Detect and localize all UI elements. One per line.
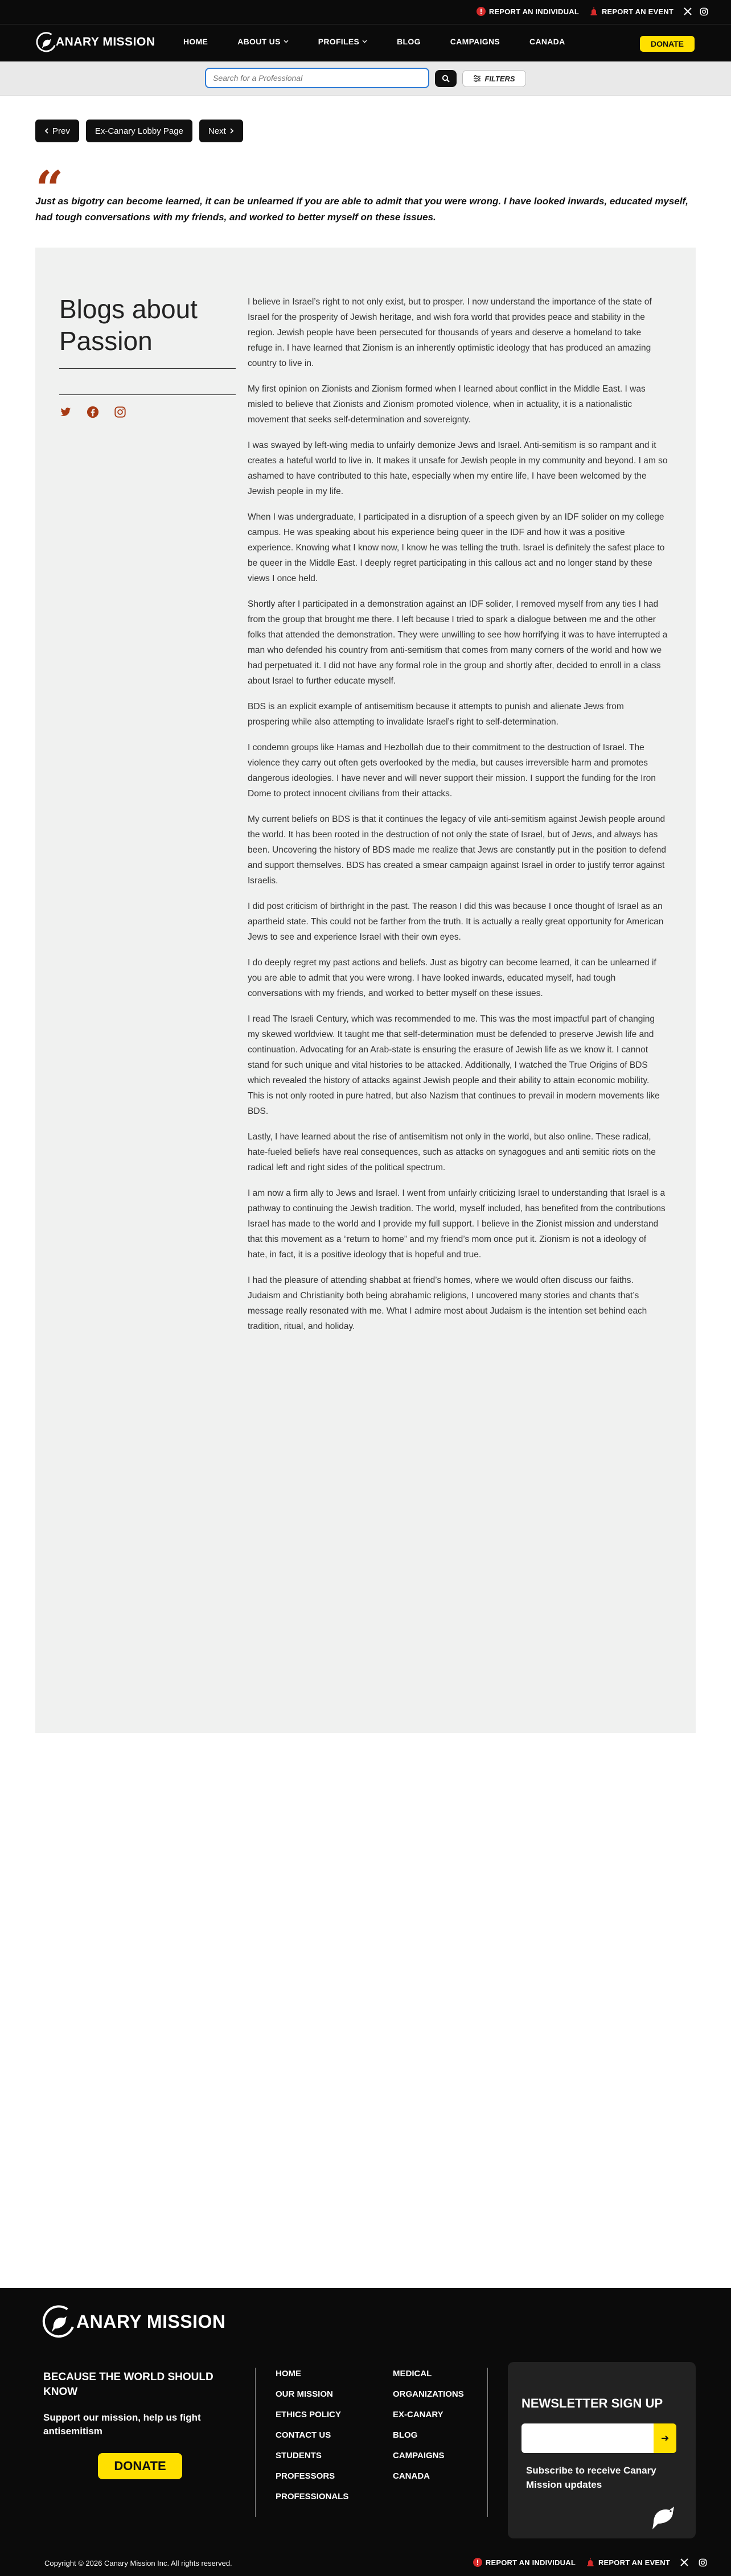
nav-menu	[183, 37, 565, 46]
nav-item-label: CANADA	[529, 37, 565, 46]
report-individual-link[interactable]	[477, 7, 579, 16]
footer-link-canada[interactable]: CANADA	[393, 2471, 430, 2481]
chevron-left-icon	[44, 128, 49, 134]
footer-link-contact-us[interactable]: CONTACT US	[276, 2430, 331, 2440]
blog-card	[35, 248, 696, 1733]
blog-paragraph: I do deeply regret my past actions and beliefs. Just as bigotry can become learned, it can be unlearned if you are able to admit that you were wrong. I have looked inwards, educated myself, had tough conversations with my friends, and worked to better myself on these issues.	[248, 958, 656, 998]
blog-paragraph: Lastly, I have learned about the rise of antisemitism not only in the world, but also online. These radical, hate-fueled beliefs have real consequences, such as attacks on synagogues and anti semitic riots on the radical left and right sides of the political spectrum.	[248, 1132, 656, 1172]
search-input[interactable]	[205, 68, 429, 88]
canary-bird-icon	[648, 2496, 682, 2530]
footer-link-ethics-policy[interactable]: ETHICS POLICY	[276, 2410, 342, 2419]
footer-report-individual-link[interactable]	[473, 2558, 576, 2567]
prev-label: Prev	[52, 126, 70, 136]
newsletter-text: Subscribe to receive Canary Mission updates	[526, 2465, 656, 2490]
nav-item-blog[interactable]	[397, 37, 421, 46]
topbar-social	[684, 7, 708, 16]
footer-tagline: BECAUSE THE WORLD SHOULD KNOW	[43, 2371, 213, 2398]
blog-paragraph: I had the pleasure of attending shabbat at friend’s homes, where we would often discuss our faiths. Judaism and Christianity both being abrahamic religions, I uncovered many stories and chants that’s message really resonated with me. What I admire most about Judaism is the intention set behind each tradition, ritual, and holiday.	[248, 1275, 647, 1331]
nav-item-label: BLOG	[397, 37, 421, 46]
footer-links-primary	[276, 2369, 348, 2501]
search-icon	[442, 75, 450, 83]
newsletter-email-field[interactable]	[521, 2423, 654, 2453]
footer-link-professors[interactable]: PROFESSORS	[276, 2471, 335, 2481]
blog-paragraph: I am now a firm ally to Jews and Israel. I went from unfairly criticizing Israel to understanding that Israel is a pathway to continuing the Jewish tradition. The world, myself included, has benefited from the contributions Israel has made to the world and I provide my full support. I believe in the Zionist mission and understand that this movement as a “return to home” and my friend’s mom once put it. Zionism is not a ideology of hate, in fact, it is a positive ideology that is hopeful and true.	[248, 1188, 666, 1260]
blog-paragraph: I was swayed by left-wing media to unfairly demonize Jews and Israel. Anti-semitism is so rampant and it creates a hateful world to live in. It makes it unsafe for Jewish people in my community and beyond. I am so ashamed to have contributed to this hate, especially when my entire life, I have been welcomed by the Jewish people in my life.	[248, 441, 668, 496]
blog-body	[248, 294, 668, 1344]
footer-link-our-mission[interactable]: OUR MISSION	[276, 2389, 333, 2399]
canary-logo-icon	[41, 2304, 76, 2339]
lobby-label: Ex-Canary Lobby Page	[95, 126, 183, 136]
footer-link-ex-canary[interactable]: EX-CANARY	[393, 2410, 443, 2419]
blog-paragraph: I did post criticism of birthright in the past. The reason I did this was because I once thought of Israel as an apartheid state. This could not be farther from the truth. It is actually a really great opportunity for American Jews to see and experience Israel with their own eyes.	[248, 902, 664, 942]
prev-button[interactable]	[35, 120, 79, 142]
blog-title: Blogs about Passion	[59, 294, 198, 356]
nav-item-profiles[interactable]	[318, 37, 367, 46]
footer-link-home[interactable]: HOME	[276, 2369, 301, 2379]
blog-paragraph: When I was undergraduate, I participated in a disruption of a speech given by an IDF solider on my college campus. He was speaking about his experience being queer in the IDF and how it was a positive experience. Knowing what I know now, I know he was telling the truth. Israel is definitely the safest place to be queer in the Middle East. I deeply regret participating in this callous act and no longer stand by these views I once held.	[248, 512, 665, 583]
footer-report-individual-label: REPORT AN INDIVIDUAL	[485, 2558, 576, 2567]
footer-link-medical[interactable]: MEDICAL	[393, 2369, 432, 2379]
nav-item-about[interactable]	[237, 37, 289, 46]
warning-icon	[473, 2558, 482, 2567]
x-icon[interactable]	[684, 7, 692, 15]
quote-mark-icon: “	[35, 161, 64, 218]
blog-paragraph: I believe in Israel’s right to not only exist, but to prosper. I now understand the importance of the state of Israel for the prosperity of Jewish heritage, and wish fora world that provides peace and stability in the region. Jewish people have been persecuted for thousands of years and deserve a homeland to take refuge in. I have learned that Zionism is an inherently optimistic ideology that has produced an amazing country to live in.	[248, 297, 652, 368]
footer-donate-button[interactable]: DONATE	[98, 2453, 182, 2479]
newsletter-box	[508, 2362, 696, 2538]
footer-divider	[487, 2368, 488, 2517]
filters-button[interactable]	[462, 70, 526, 87]
footer-bottom-actions	[473, 2558, 707, 2567]
newsletter-submit-button[interactable]	[654, 2423, 676, 2453]
search-button[interactable]	[435, 70, 457, 87]
topbar-actions	[477, 7, 708, 16]
site-footer	[0, 2288, 731, 2576]
pull-quote: Just as bigotry can become learned, it can be unlearned if you are able to admit that you were wrong. I have looked inwards, educated myself, had tough conversations with my friends, and worked to better myself on these issues.	[35, 196, 688, 223]
donate-button[interactable]: DONATE	[640, 36, 695, 52]
pager	[35, 120, 243, 142]
newsletter-title: NEWSLETTER SIGN UP	[521, 2396, 663, 2410]
nav-item-label: CAMPAIGNS	[450, 37, 500, 46]
facebook-icon[interactable]	[87, 406, 99, 418]
footer-logo[interactable]	[41, 2304, 226, 2339]
copyright-text: Copyright © 2026 Canary Mission Inc. All rights reserved.	[44, 2559, 232, 2567]
footer-bottom-bar	[0, 2551, 731, 2576]
divider	[59, 368, 236, 369]
footer-link-organizations[interactable]: ORGANIZATIONS	[393, 2389, 464, 2399]
alarm-icon	[589, 7, 598, 16]
footer-divider	[255, 2368, 256, 2517]
nav-item-label: ABOUT US	[237, 37, 281, 46]
x-icon[interactable]	[680, 2558, 688, 2566]
instagram-icon[interactable]	[114, 406, 126, 418]
footer-link-blog[interactable]: BLOG	[393, 2430, 418, 2440]
footer-link-professionals[interactable]: PROFESSIONALS	[276, 2492, 349, 2501]
share-icons	[59, 406, 126, 418]
blog-paragraph: I read The Israeli Century, which was recommended to me. This was the most impactful part of changing my skewed worldview. It taught me that self-determination must be defended to preserve Jewish life and continuation. Advocating for an Arab-state is ensuring the erasure of Jewish life as we know it. I cannot stand for such unique and vital histories to be attacked. Additionally, I watched the True Origins of BDS which revealed the history of attacks against Jewish people and their ability to attain economic mobility. This is not only rooted in pure hatred, but also Nazism that continues to prevail in modern movements like BDS.	[248, 1014, 660, 1116]
blog-paragraph: BDS is an explicit example of antisemitism because it attempts to punish and alienate Jews from prospering while also attempting to invalidate Israel’s right to self-determination.	[248, 702, 624, 727]
next-button[interactable]	[199, 120, 243, 142]
lobby-page-button[interactable]	[86, 120, 192, 142]
footer-report-event-link[interactable]	[586, 2558, 670, 2567]
canary-logo-icon	[35, 31, 57, 53]
twitter-icon[interactable]	[59, 406, 72, 418]
arrow-right-icon	[661, 2435, 669, 2442]
instagram-icon[interactable]	[700, 7, 708, 16]
footer-report-event-label: REPORT AN EVENT	[598, 2558, 670, 2567]
filter-sliders-icon	[473, 75, 481, 82]
blog-paragraph: My first opinion on Zionists and Zionism formed when I learned about conflict in the Middle East. I was misled to believe that Zionists and Zionism promoted violence, when in actuality, it is a nationalistic movement that seeks self-determination and sovereignty.	[248, 384, 646, 425]
warning-icon	[477, 7, 486, 16]
next-label: Next	[208, 126, 226, 136]
alarm-icon	[586, 2558, 595, 2567]
divider	[59, 394, 236, 395]
blog-paragraph: I condemn groups like Hamas and Hezbollah due to their commitment to the destruction of Israel. The violence they carry out often gets overlooked by the media, but causes irreversible harm and promotes dangerous ideologies. I have never and will never support their mission. I support the funding for the Iron Dome to protect innocent civilians from their attacks.	[248, 743, 656, 799]
report-individual-label: REPORT AN INDIVIDUAL	[488, 7, 579, 16]
nav-item-home[interactable]	[183, 37, 208, 46]
search-bar	[0, 61, 731, 96]
main-navbar	[0, 24, 731, 61]
blog-paragraph: My current beliefs on BDS is that it continues the legacy of vile anti-semitism against Jewish people around the world. It has been rooted in the destruction of not only the state of Israel, but of Jews, and always has been. Uncovering the history of BDS made me realize that Jews are constantly put in the position to defend and support themselves. BDS has created a smear campaign against Israel in order to justify terror against Israelis.	[248, 814, 666, 886]
chevron-down-icon	[362, 40, 367, 43]
blog-paragraph: Shortly after I participated in a demonstration against an IDF solider, I removed myself from any ties I had from the group that brought me there. I left because I tried to spark a dialogue between me and the other folks that attended the demonstration. They were unwilling to see how horrifying it was to have interrupted a man who defended his country from anti-semitism that comes from many corners of the world and how we had perpetuated it. I did not have any formal role in the group and shortly after, decided to enroll in a class about Israel to further educate myself.	[248, 599, 668, 686]
report-event-label: REPORT AN EVENT	[601, 7, 673, 16]
nav-item-canada[interactable]	[529, 37, 565, 46]
nav-item-label: PROFILES	[318, 37, 360, 46]
footer-link-campaigns[interactable]: CAMPAIGNS	[393, 2451, 445, 2460]
chevron-down-icon	[284, 40, 289, 43]
report-event-link[interactable]	[589, 7, 673, 16]
top-bar	[0, 0, 731, 24]
logo-text: ANARY MISSION	[56, 35, 155, 48]
footer-support-text: Support our mission, help us fight antisemitism	[43, 2412, 201, 2437]
footer-link-students[interactable]: STUDENTS	[276, 2451, 322, 2460]
site-logo[interactable]	[35, 31, 155, 53]
instagram-icon[interactable]	[699, 2558, 707, 2567]
nav-item-label: HOME	[183, 37, 208, 46]
nav-item-campaigns[interactable]	[450, 37, 500, 46]
footer-logo-text: ANARY MISSION	[76, 2311, 226, 2332]
chevron-right-icon	[229, 128, 234, 134]
footer-links-secondary	[393, 2369, 464, 2481]
filters-label: FILTERS	[484, 74, 515, 83]
